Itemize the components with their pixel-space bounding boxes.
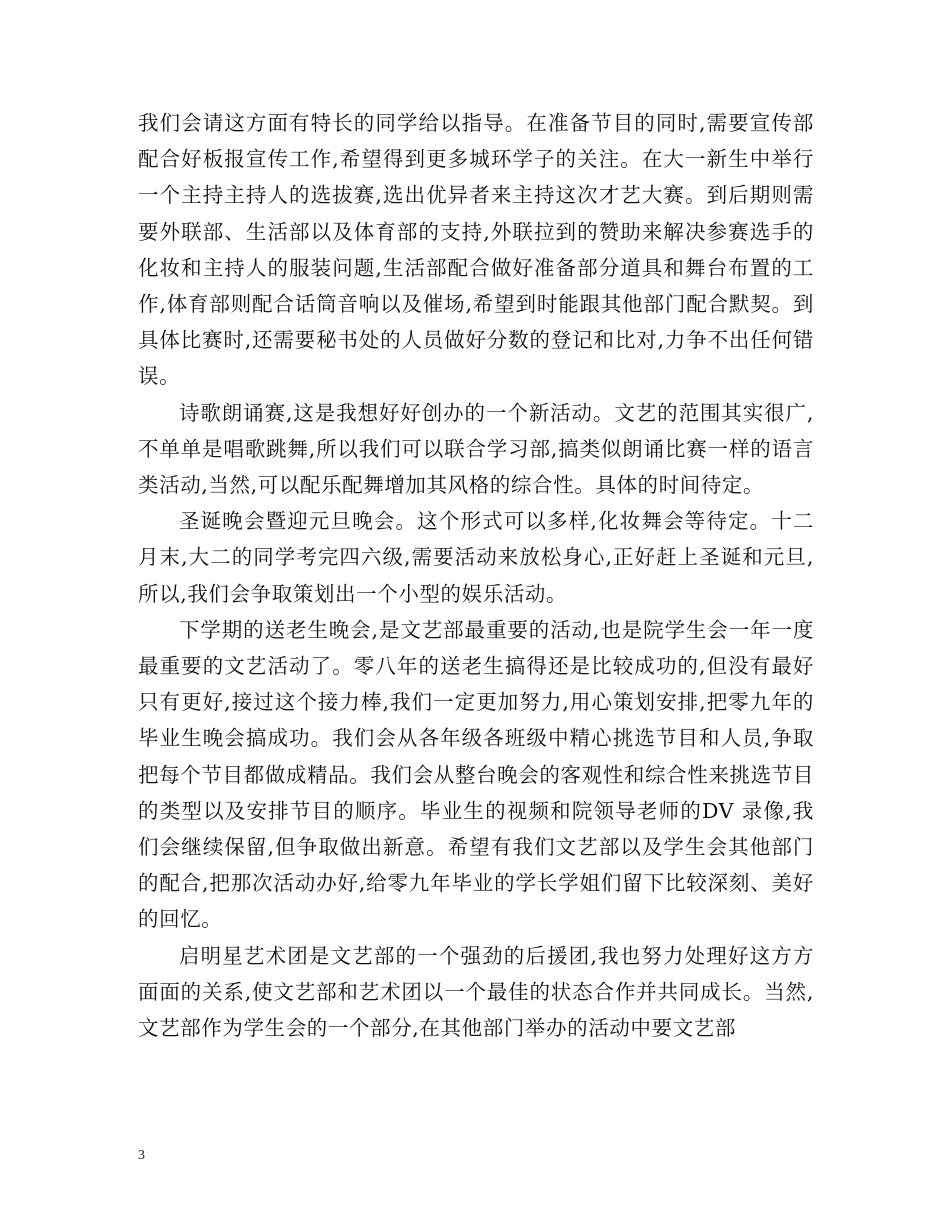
paragraph-5: 启明星艺术团是文艺部的一个强劲的后援团,我也努力处理好这方方面面的关系,使文艺部和艺术团以一个最佳的状态合作并共同成长。当然,文艺部作为学生会的一个部分,在其他部门举办的活动中要文艺部 bbox=[138, 943, 814, 1041]
paragraph-4: 下学期的送老生晚会,是文艺部最重要的活动,也是院学生会一年一度最重要的文艺活动了。零八年的送老生搞得还是比较成功的,但没有最好只有更好,接过这个接力棒,我们一定更加努力,用心策划安排,把零九年的毕业生晚会搞成功。我们会从各年级各班级中精心挑选节目和人员,争取把每个节目都做成精品。我们会从整台晚会的客观性和综合性来挑选节目的类型以及安排节目的顺序。毕业生的视频和院领导老师的DV 录像,我们会继续保留,但争取做出新意。希望有我们文艺部以及学生会其他部门的配合,把那次活动办好,给零九年毕业的学长学姐们留下比较深刻、美好的回忆。 bbox=[138, 617, 814, 932]
paragraph-2: 诗歌朗诵赛,这是我想好好创办的一个新活动。文艺的范围其实很广,不单单是唱歌跳舞,所以我们可以联合学习部,搞类似朗诵比赛一样的语言类活动,当然,可以配乐配舞增加其风格的综合性。具体的时间待定。 bbox=[138, 400, 814, 498]
page-number: 3 bbox=[138, 1148, 145, 1163]
paragraph-3: 圣诞晚会暨迎元旦晚会。这个形式可以多样,化妆舞会等待定。十二月末,大二的同学考完四六级,需要活动来放松身心,正好赶上圣诞和元旦,所以,我们会争取策划出一个小型的娱乐活动。 bbox=[138, 509, 814, 606]
paragraph-1: 我们会请这方面有特长的同学给以指导。在准备节目的同时,需要宣传部配合好板报宣传工作,希望得到更多城环学子的关注。在大一新生中举行一个主持主持人的选拔赛,选出优异者来主持这次才艺大赛。到后期则需要外联部、生活部以及体育部的支持,外联拉到的赞助来解决参赛选手的化妆和主持人的服装问题,生活部配合做好准备部分道具和舞台布置的工作,体育部则配合话筒音响以及催场,希望到时能跟其他部门配合默契。到具体比赛时,还需要秘书处的人员做好分数的登记和比对,力争不出任何错误。 bbox=[138, 111, 814, 389]
document-body bbox=[138, 105, 814, 1046]
